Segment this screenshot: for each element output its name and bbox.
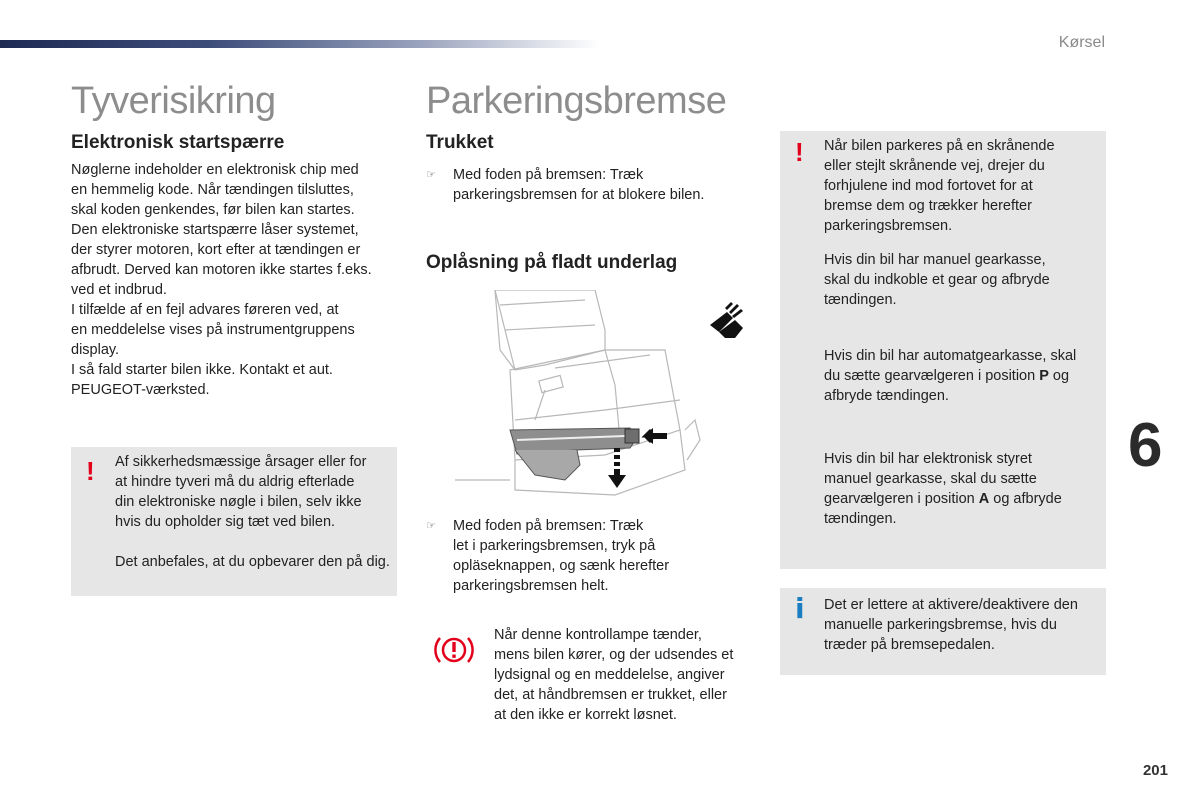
brake-warning-lamp-icon [434,632,474,668]
pointer-icon: ☞ [426,520,436,532]
electronic-gearbox-text: Hvis din bil har elektronisk styret manuel gearkasse, skal du sætte gearvælgeren i position A og afbryde tændingen. [824,451,1062,527]
warning-key-note: Det anbefales, at du opbevarer den på dig. [115,554,390,570]
header-gradient-bar [0,40,600,48]
parking-brake-illustration [455,290,775,505]
slope-text: Når bilen parkeres på en skrånende eller stejlt skrånende vej, drejer du forhjulene ind mod fortovet for at bremse dem og trækker herefter parkeringsbremsen. [824,138,1055,234]
warning-icon: ! [86,456,95,486]
pointer-icon: ☞ [426,169,436,181]
subtitle-immobiliser: Elektronisk startspærre [71,132,285,153]
immobiliser-text: Nøglerne indeholder en elektronisk chip med en hemmelig kode. Når tændingen tilsluttes, skal koden genkendes, før bilen kan startes. Den elektroniske startspærre låser systemet, der styrer motoren, kort efter at tændingen er afbrudt. Derved kan motoren ikke startes f.eks. ved et indbrud. I tilfælde af en fejl advares føreren ved, at en meddelelse vises på instrumentgruppens display. I så fald starter bilen ikke. Kontakt et aut. PEUGEOT-værksted. [71,162,372,398]
lamp-text: Når denne kontrollampe tænder, mens bilen kører, og der udsendes et lydsignal og en meddelelse, angiver det, at håndbremsen er trukket, eller at den ikke er korrekt løsnet. [494,627,734,723]
page-number: 201 [1142,762,1168,779]
warning-icon: ! [795,137,804,167]
bullet-release: ☞ Med foden på bremsen: Træk let i parkeringsbremsen, tryk på opläseknappen, og sænk herefter parkeringsbremsen helt. [426,518,670,594]
info-text: Det er lettere at aktivere/deaktivere den manuelle parkeringsbremse, hvis du træder på bremsepedalen. [824,597,1078,653]
chapter-number: 6 [1128,411,1161,480]
manual-gearbox-text: Hvis din bil har manuel gearkasse, skal du indkoble et gear og afbryde tændingen. [824,252,1050,308]
section-label: Kørsel [1058,34,1105,51]
subtitle-release: Oplåsning på fladt underlag [426,252,678,273]
automatic-gearbox-text: Hvis din bil har automatgearkasse, skal du sætte gearvælgeren i position P og afbryde tændingen. [824,348,1077,404]
bullet-apply: ☞ Med foden på bremsen: Træk parkeringsbremsen for at blokere bilen. [426,167,705,203]
subtitle-applied: Trukket [426,132,494,153]
warning-key-text: Af sikkerhedsmæssige årsager eller for at hindre tyveri må du aldrig efterlade din elektroniske nøgle i bilen, selv ikke hvis du opholder sig tæt ved bilen. [115,454,367,530]
info-icon: i [795,592,805,625]
page-title-middle: Parkeringsbremse [426,80,727,122]
page-title-left: Tyverisikring [71,80,276,122]
